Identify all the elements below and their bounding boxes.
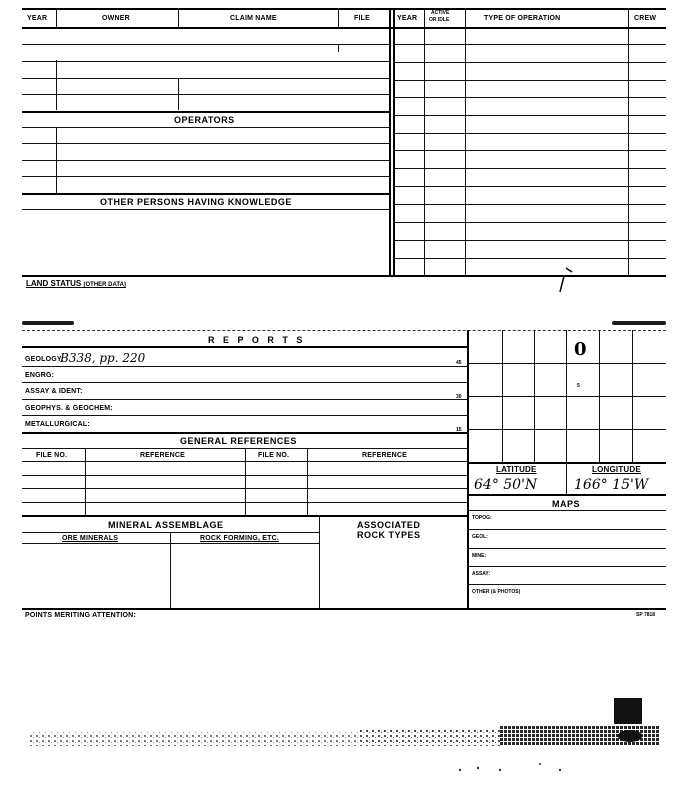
gr-col-reference-1: REFERENCE <box>140 452 185 459</box>
report-metallurgical-label: METALLURGICAL: <box>25 421 90 428</box>
grid-location-mark: 0 <box>574 339 587 360</box>
report-num-15: 15 <box>456 427 462 433</box>
rock-forming-label: ROCK FORMING, ETC. <box>200 535 280 542</box>
general-references-title: GENERAL REFERENCES <box>180 436 297 446</box>
mineral-assemblage-title: MINERAL ASSEMBLAGE <box>108 520 224 530</box>
longitude-label: LONGITUDE <box>592 465 641 474</box>
report-geology-label: GEOLOGY: <box>25 356 64 363</box>
other-persons-title: OTHER PERSONS HAVING KNOWLEDGE <box>100 197 292 207</box>
grid-small-mark: 5 <box>577 383 580 389</box>
header-or-idle: OR IDLE <box>429 17 450 23</box>
maps-assay: ASSAY: <box>472 571 491 577</box>
header-owner: OWNER <box>102 15 130 22</box>
associated-rock-types-1: ASSOCIATED <box>357 520 421 530</box>
latitude-label: LATITUDE <box>496 465 537 474</box>
header-active: ACTIVE <box>431 10 450 16</box>
header-year-2: YEAR <box>397 15 418 22</box>
gr-col-file-no-1: FILE NO. <box>36 452 68 459</box>
reports-title: R E P O R T S <box>208 335 306 345</box>
header-crew: CREW <box>634 15 657 22</box>
land-status-text: LAND STATUS <box>26 279 82 288</box>
top-rule <box>22 8 666 10</box>
center-divider <box>389 8 391 276</box>
header-file: FILE <box>354 15 370 22</box>
latitude-value: 64° 50'N <box>474 477 538 493</box>
ore-minerals-label: ORE MINERALS <box>62 535 119 542</box>
maps-title: MAPS <box>552 499 581 509</box>
maps-mine: MINE: <box>472 553 487 559</box>
maps-geol: GEOL: <box>472 534 488 540</box>
header-type-of-operation: TYPE OF OPERATION <box>484 15 561 22</box>
land-status-sub: (OTHER DATA) <box>83 282 126 288</box>
header-rule <box>22 27 666 29</box>
report-num-30: 30 <box>456 394 462 400</box>
gr-col-reference-2: REFERENCE <box>362 452 407 459</box>
points-meriting-attention: POINTS MERITING ATTENTION: <box>25 612 136 619</box>
header-year: YEAR <box>27 15 48 22</box>
maps-topog: TOPOG: <box>472 515 492 521</box>
pen-mark <box>552 266 576 296</box>
operators-title: OPERATORS <box>174 115 235 125</box>
report-geology-value: B338, pp. 220 <box>60 351 146 365</box>
associated-rock-types-2: ROCK TYPES <box>357 530 421 540</box>
header-claim-name: CLAIM NAME <box>230 15 277 22</box>
maps-other-photos: OTHER (& PHOTOS) <box>472 589 521 595</box>
report-assay-label: ASSAY & IDENT: <box>25 388 83 395</box>
scan-noise <box>0 690 678 780</box>
longitude-value: 166° 15'W <box>574 477 649 493</box>
report-num-45: 45 <box>456 360 462 366</box>
land-status-label <box>26 279 126 288</box>
form-number: SP 7818 <box>636 612 656 618</box>
report-engrg-label: ENGRG: <box>25 372 55 379</box>
gr-col-file-no-2: FILE NO. <box>258 452 290 459</box>
report-geophys-label: GEOPHYS. & GEOCHEM: <box>25 405 113 412</box>
